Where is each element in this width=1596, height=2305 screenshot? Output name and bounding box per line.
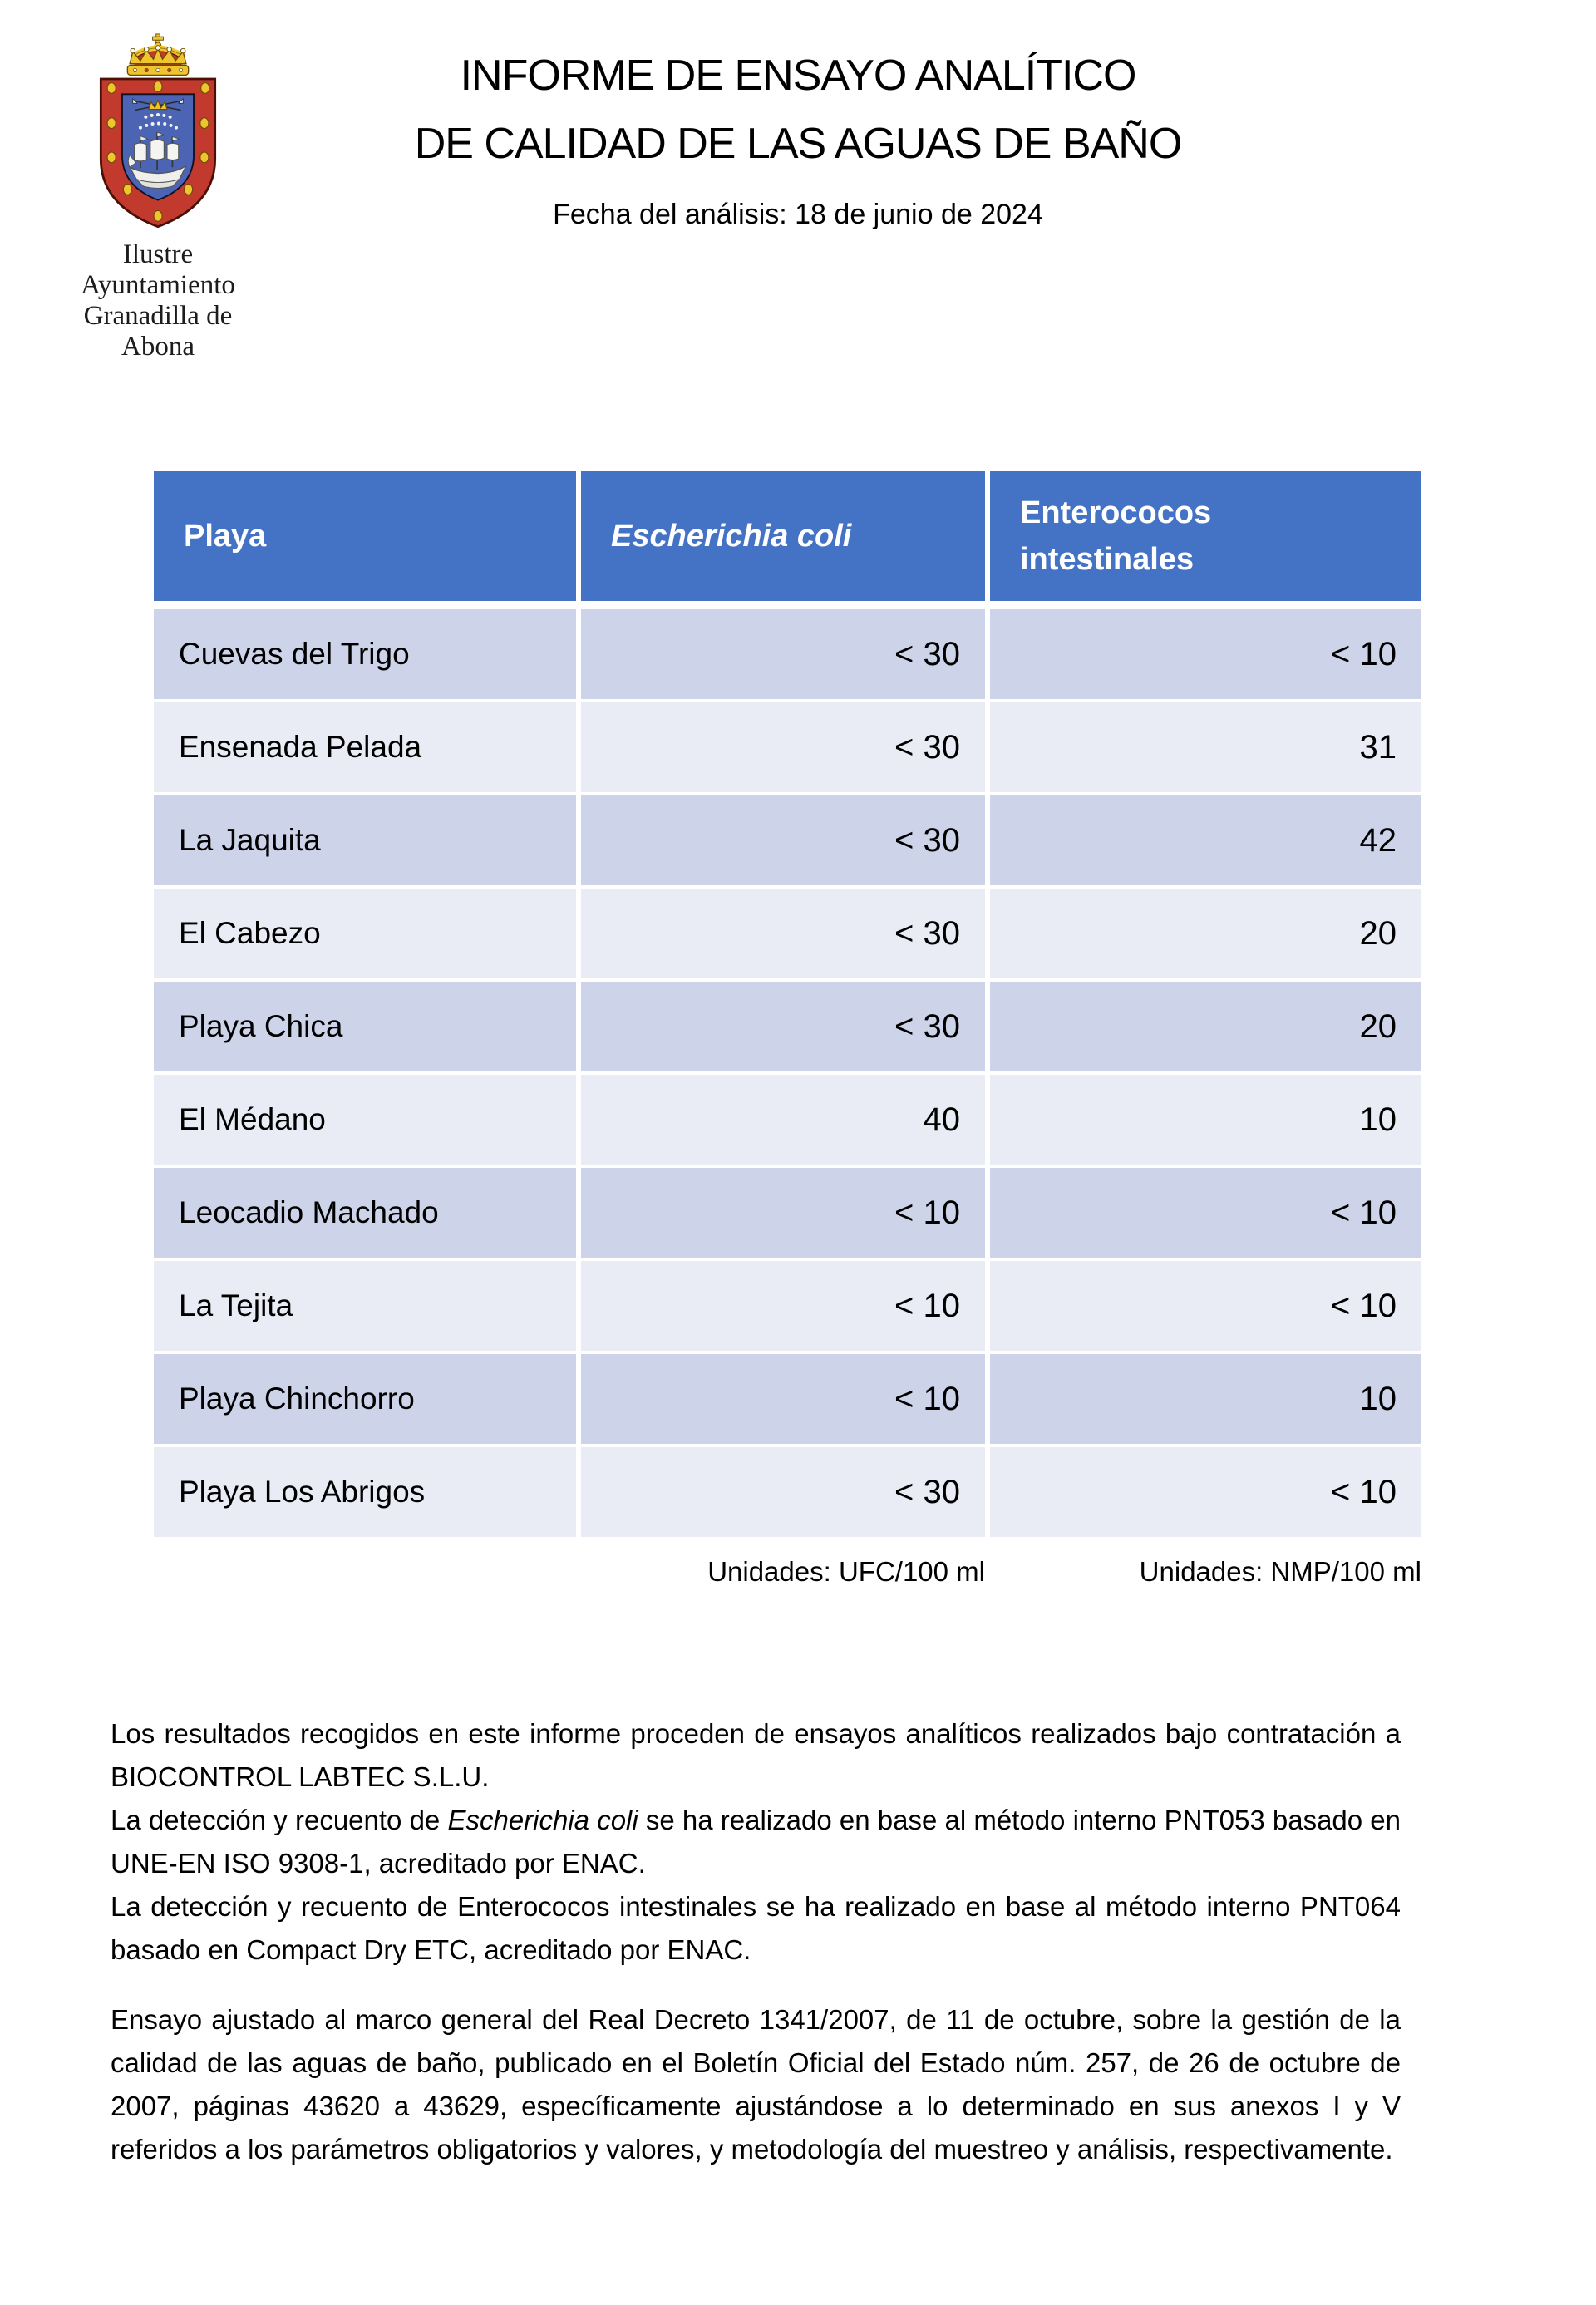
ecoli-value: 40 xyxy=(581,1075,985,1165)
note-legal-framework: Ensayo ajustado al marco general del Real Decreto 1341/2007, de 11 de octubre, sobre la gestión de la calidad de las aguas de baño, publicado en el Boletín Oficial del Estado núm. 257, de 26 de octubre de 2007, páginas 43620 a 43629, específicamente ajustándose a lo determinado en sus anexos I y V referidos a los parámetros obligatorios y valores, y metodología del muestreo y análisis, respectivamente. xyxy=(111,2004,1401,2165)
enterococos-value: < 10 xyxy=(990,1447,1421,1537)
column-header-ecoli: Escherichia coli xyxy=(581,471,985,601)
enterococos-value: < 10 xyxy=(990,609,1421,699)
enterococos-value: 20 xyxy=(990,982,1421,1071)
ecoli-value: < 30 xyxy=(581,609,985,699)
enterococos-value: 10 xyxy=(990,1354,1421,1444)
ecoli-value: < 30 xyxy=(581,982,985,1071)
results-table-header xyxy=(154,471,1421,601)
enterococos-value: < 10 xyxy=(990,1261,1421,1351)
enterococos-value: 31 xyxy=(990,702,1421,792)
municipal-coat-of-arms xyxy=(93,33,223,233)
beach-name: Playa Chica xyxy=(154,982,576,1071)
beach-name: La Tejita xyxy=(154,1261,576,1351)
logo-caption-line2: Granadilla de Abona xyxy=(83,301,233,362)
shield xyxy=(101,79,214,227)
beach-name: El Cabezo xyxy=(154,889,576,978)
enterococos-value: 10 xyxy=(990,1075,1421,1165)
beach-name: Ensenada Pelada xyxy=(154,702,576,792)
enterococos-value: 42 xyxy=(990,795,1421,885)
methodology-notes xyxy=(111,1712,1401,2171)
report-title-line2: DE CALIDAD DE LAS AGUAS DE BAÑO xyxy=(414,120,1182,168)
ecoli-species-name: Escherichia coli xyxy=(447,1805,638,1835)
ecoli-value: < 30 xyxy=(581,889,985,978)
ecoli-value: < 30 xyxy=(581,1447,985,1537)
beach-name: Cuevas del Trigo xyxy=(154,609,576,699)
ecoli-value: < 10 xyxy=(581,1354,985,1444)
report-title-line1: INFORME DE ENSAYO ANALÍTICO xyxy=(460,52,1136,100)
crown-icon xyxy=(127,34,188,75)
note-contractor: Los resultados recogidos en este informe proceden de ensayos analíticos realizados bajo contratación a BIOCONTROL LABTEC S.L.U. xyxy=(111,1718,1401,1792)
municipal-logo xyxy=(46,33,270,362)
enterococos-value: 20 xyxy=(990,889,1421,978)
report-title-block xyxy=(324,42,1272,233)
column-header-enterococos: Enterococos intestinales xyxy=(990,471,1421,601)
units-enterococos: Unidades: NMP/100 ml xyxy=(1139,1556,1421,1587)
logo-caption-line1: Ilustre Ayuntamiento xyxy=(81,239,235,300)
beach-name: Playa Los Abrigos xyxy=(154,1447,576,1537)
beach-name: Playa Chinchorro xyxy=(154,1354,576,1444)
ecoli-value: < 30 xyxy=(581,795,985,885)
ecoli-value: < 10 xyxy=(581,1261,985,1351)
beach-name: El Médano xyxy=(154,1075,576,1165)
beach-name: La Jaquita xyxy=(154,795,576,885)
ecoli-value: < 10 xyxy=(581,1168,985,1258)
analysis-date: Fecha del análisis: 18 de junio de 2024 xyxy=(553,199,1043,230)
note-enterococos-method: La detección y recuento de Enterococos intestinales se ha realizado en base al método interno PNT064 basado en Compact Dry ETC, acreditado por ENAC. xyxy=(111,1891,1401,1965)
note-ecoli-method: La detección y recuento de Escherichia coli se ha realizado en base al método interno PNT053 basado en UNE-EN ISO 9308-1, acreditado por ENAC. xyxy=(111,1805,1401,1879)
units-ecoli: Unidades: UFC/100 ml xyxy=(707,1556,985,1587)
enterococos-value: < 10 xyxy=(990,1168,1421,1258)
beach-name: Leocadio Machado xyxy=(154,1168,576,1258)
results-table-body xyxy=(154,609,1421,1537)
ecoli-value: < 30 xyxy=(581,702,985,792)
column-header-playa: Playa xyxy=(154,471,576,601)
